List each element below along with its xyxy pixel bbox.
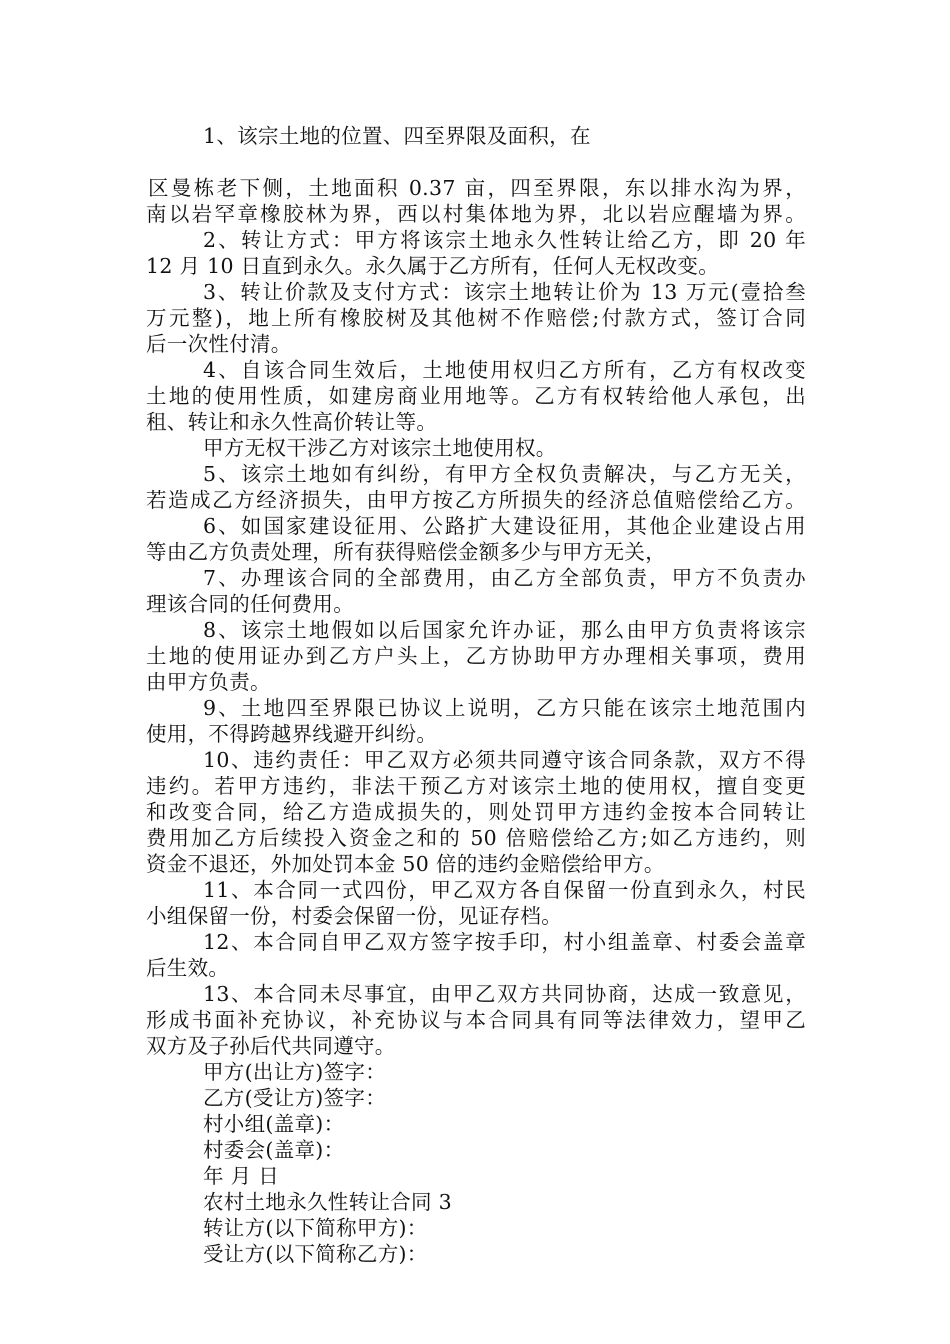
village-committee-seal-label: 村委会(盖章)： — [203, 1138, 345, 1162]
clause-12-line-2: 后生效。 — [146, 956, 230, 980]
clause-4-line-2: 土地的使用性质，如建房商业用地等。乙方有权转给他人承包，出 — [146, 384, 806, 408]
party-a-signature-label: 甲方(出让方)签字： — [203, 1060, 386, 1084]
clause-2-line-2: 12 月 10 日直到永久。永久属于乙方所有，任何人无权改变。 — [146, 254, 720, 278]
clause-1-line-2: 区曼栋老下侧，土地面积 0.37 亩，四至界限，东以排水沟为界， — [148, 176, 806, 200]
clause-4-line-4: 甲方无权干涉乙方对该宗土地使用权。 — [203, 436, 557, 460]
clause-5-line-2: 若造成乙方经济损失，由甲方按乙方所损失的经济总值赔偿给乙方。 — [146, 488, 806, 512]
clause-10-line-1: 10、违约责任：甲乙双方必须共同遵守该合同条款，双方不得 — [203, 748, 806, 772]
transferor-label: 转让方(以下简称甲方)： — [203, 1216, 428, 1240]
clause-2-line-1: 2、转让方式：甲方将该宗土地永久性转让给乙方，即 20 年 — [203, 228, 806, 252]
clause-4-line-1: 4、自该合同生效后，土地使用权归乙方所有，乙方有权改变 — [203, 358, 806, 382]
clause-11-line-2: 小组保留一份，村委会保留一份，见证存档。 — [146, 904, 562, 928]
clause-10-line-5: 资金不退还，外加处罚本金 50 倍的违约金赔偿给甲方。 — [146, 852, 665, 876]
clause-3-line-1: 3、转让价款及支付方式：该宗土地转让价为 13 万元(壹拾叁 — [203, 280, 806, 304]
clause-4-line-3: 租、转让和永久性高价转让等。 — [146, 410, 438, 434]
clause-13-line-3: 双方及子孙后代共同遵守。 — [146, 1034, 396, 1058]
date-label: 年 月 日 — [203, 1164, 280, 1188]
transferee-label: 受让方(以下简称乙方)： — [203, 1242, 428, 1266]
clause-11-line-1: 11、本合同一式四份，甲乙双方各自保留一份直到永久，村民 — [203, 878, 806, 902]
clause-13-line-2: 形成书面补充协议，补充协议与本合同具有同等法律效力，望甲乙 — [146, 1008, 806, 1032]
clause-3-line-2: 万元整)，地上所有橡胶树及其他树不作赔偿;付款方式，签订合同 — [146, 306, 806, 330]
clause-8-line-2: 土地的使用证办到乙方户头上，乙方协助甲方办理相关事项，费用 — [146, 644, 806, 668]
clause-1-line-3: 南以岩罕章橡胶林为界，西以村集体地为界，北以岩应醒墙为界。 — [146, 202, 806, 226]
clause-9-line-1: 9、土地四至界限已协议上说明，乙方只能在该宗土地范围内 — [203, 696, 806, 720]
clause-6-line-1: 6、如国家建设征用、公路扩大建设征用，其他企业建设占用 — [203, 514, 806, 538]
clause-6-line-2: 等由乙方负责处理，所有获得赔偿金额多少与甲方无关， — [146, 540, 666, 564]
clause-8-line-3: 由甲方负责。 — [146, 670, 271, 694]
clause-1-line-1: 1、该宗土地的位置、四至界限及面积，在 — [203, 124, 591, 148]
clause-12-line-1: 12、本合同自甲乙双方签字按手印，村小组盖章、村委会盖章 — [203, 930, 806, 954]
clause-7-line-2: 理该合同的任何费用。 — [146, 592, 354, 616]
clause-10-line-4: 费用加乙方后续投入资金之和的 50 倍赔偿给乙方;如乙方违约，则 — [146, 826, 806, 850]
clause-8-line-1: 8、该宗土地假如以后国家允许办证，那么由甲方负责将该宗 — [203, 618, 806, 642]
clause-3-line-3: 后一次性付清。 — [146, 332, 292, 356]
next-contract-title: 农村土地永久性转让合同 3 — [203, 1190, 452, 1214]
clause-10-line-2: 违约。若甲方违约，非法干预乙方对该宗土地的使用权，擅自变更 — [146, 774, 806, 798]
party-b-signature-label: 乙方(受让方)签字： — [203, 1086, 386, 1110]
village-group-seal-label: 村小组(盖章)： — [203, 1112, 345, 1136]
clause-13-line-1: 13、本合同未尽事宜，由甲乙双方共同协商，达成一致意见， — [203, 982, 806, 1006]
clause-10-line-3: 和改变合同，给乙方造成损失的，则处罚甲方违约金按本合同转让 — [146, 800, 806, 824]
clause-9-line-2: 使用，不得跨越界线避开纠纷。 — [146, 722, 438, 746]
clause-7-line-1: 7、办理该合同的全部费用，由乙方全部负责，甲方不负责办 — [203, 566, 806, 590]
clause-5-line-1: 5、该宗土地如有纠纷，有甲方全权负责解决，与乙方无关， — [203, 462, 806, 486]
